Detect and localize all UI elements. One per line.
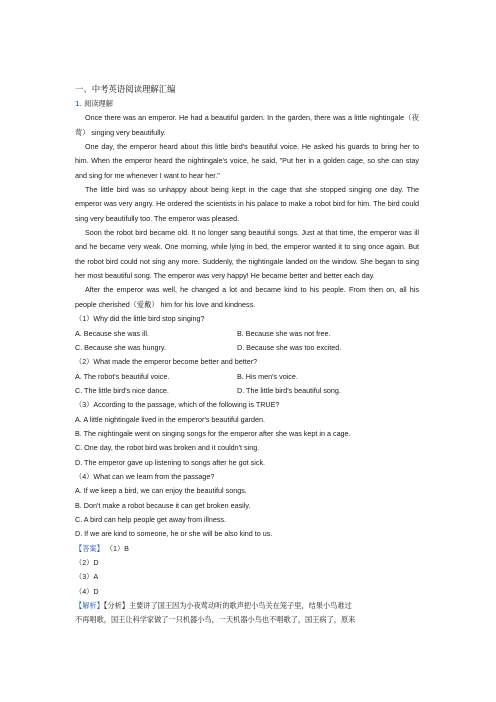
item-label: 阅读理解 <box>84 99 113 108</box>
question-4-option-a: A. If we keep a bird, we can enjoy the beautiful songs. <box>75 486 247 496</box>
question-4-option-b: B. Don't make a robot because it can get broken easily. <box>75 500 251 510</box>
document-content <box>75 82 419 628</box>
question-4-option-c: C. A bird can help people get away from illness. <box>75 514 227 524</box>
answer-line <box>75 542 419 556</box>
question-2-options-row-1 <box>75 370 419 384</box>
question-2-stem: （2）What made the emperor become better and better? <box>75 357 258 367</box>
question-3-option-b: B. The nightingale went on singing songs for the emperor after she was kept in a cage. <box>75 428 351 438</box>
question-2-option-c: C. The little bird's nice dance. <box>75 385 169 395</box>
section-title: 一、中考英语阅读理解汇编 <box>75 84 176 94</box>
answer-4: （4）D <box>75 586 99 596</box>
question-2-option-d: D. The little bird's beautiful song. <box>237 385 341 395</box>
question-2-option-a: A. The robot's beautiful voice. <box>75 371 170 381</box>
answer-2: （2）D <box>75 558 99 567</box>
question-2-option-b: B. His men's voice. <box>237 371 298 381</box>
passage-paragraph-4: Soon the robot bird became old. It no longer sang beautiful songs. Just at that time, the emperor was ill and he became very weak. One morning, while lying in bed, the emperor wanted it to sing once again. But the robot bird could not sing any more. Suddenly, the nightingale landed on the window. She began to sing her most beautiful song. The emperor was very happy! He became better and better each day. <box>75 228 419 281</box>
answer-label: 【答案】 <box>75 543 104 553</box>
question-1-option-c: C. Because she was hungry. <box>75 342 166 352</box>
analysis-text-1: 【分析】主要讲了国王因为小夜莺动听的歌声把小鸟关在笼子里，结果小鸟难过 <box>103 601 352 611</box>
passage-paragraph-5: After the emperor was well, he changed a lot and became kind to his people. From then on, all his people cherished（爱戴） him for his love and kindness. <box>75 285 419 309</box>
passage-paragraph-1: Once there was an emperor. He had a beautiful garden. In the garden, there was a little nightingale（夜莺） singing very beautifully. <box>75 113 419 137</box>
item-heading <box>75 97 419 111</box>
question-1-options-row-1 <box>75 327 419 341</box>
question-3-option-d: D. The emperor gave up listening to songs after he got sick. <box>75 457 266 467</box>
question-1-options-row-2 <box>75 341 419 355</box>
answer-3: （3）A <box>75 572 99 582</box>
question-1-stem: （1）Why did the little bird stop singing? <box>75 314 205 324</box>
question-1-option-a: A. Because she was ill. <box>75 328 149 338</box>
analysis-line-1 <box>75 599 419 613</box>
answer-1: （1）B <box>105 543 129 553</box>
question-4-stem: （4）What can we learn from the passage? <box>75 471 215 481</box>
passage-paragraph-2: One day, the emperor heard about this little bird's beautiful voice. He asked his guards to bring her to him. When the emperor heard the nightingale's voice, he said, "Put her in a golden cage, so she can stay and sing for me whenever I want to hear her." <box>75 142 419 180</box>
question-4-option-d: D. If we are kind to someone, he or she will be also kind to us. <box>75 529 273 539</box>
passage-paragraph-3: The little bird was so unhappy about being kept in the cage that she stopped singing one day. The emperor was very angry. He ordered the scientists in his palace to make a robot bird for him. The bird could sing very beautifully too. The emperor was pleased. <box>75 185 419 223</box>
analysis-label: 【解析】 <box>75 601 104 611</box>
question-2-options-row-2 <box>75 384 419 398</box>
question-3-option-a: A. A little nightingale lived in the emperor's beautiful garden. <box>75 414 265 424</box>
item-number: 1. <box>75 99 82 108</box>
question-3-option-c: C. One day, the robot bird was broken and it couldn't sing. <box>75 443 260 453</box>
question-1-option-b: B. Because she was not free. <box>237 328 331 338</box>
question-3-stem: （3）According to the passage, which of the following is TRUE? <box>75 400 280 410</box>
question-1-option-d: D. Because she was too excited. <box>237 342 342 352</box>
analysis-line-2: 不再唱歌，国王让科学家做了一只机器小鸟，一天机器小鸟也不唱歌了，国王病了，原来 <box>75 615 356 625</box>
